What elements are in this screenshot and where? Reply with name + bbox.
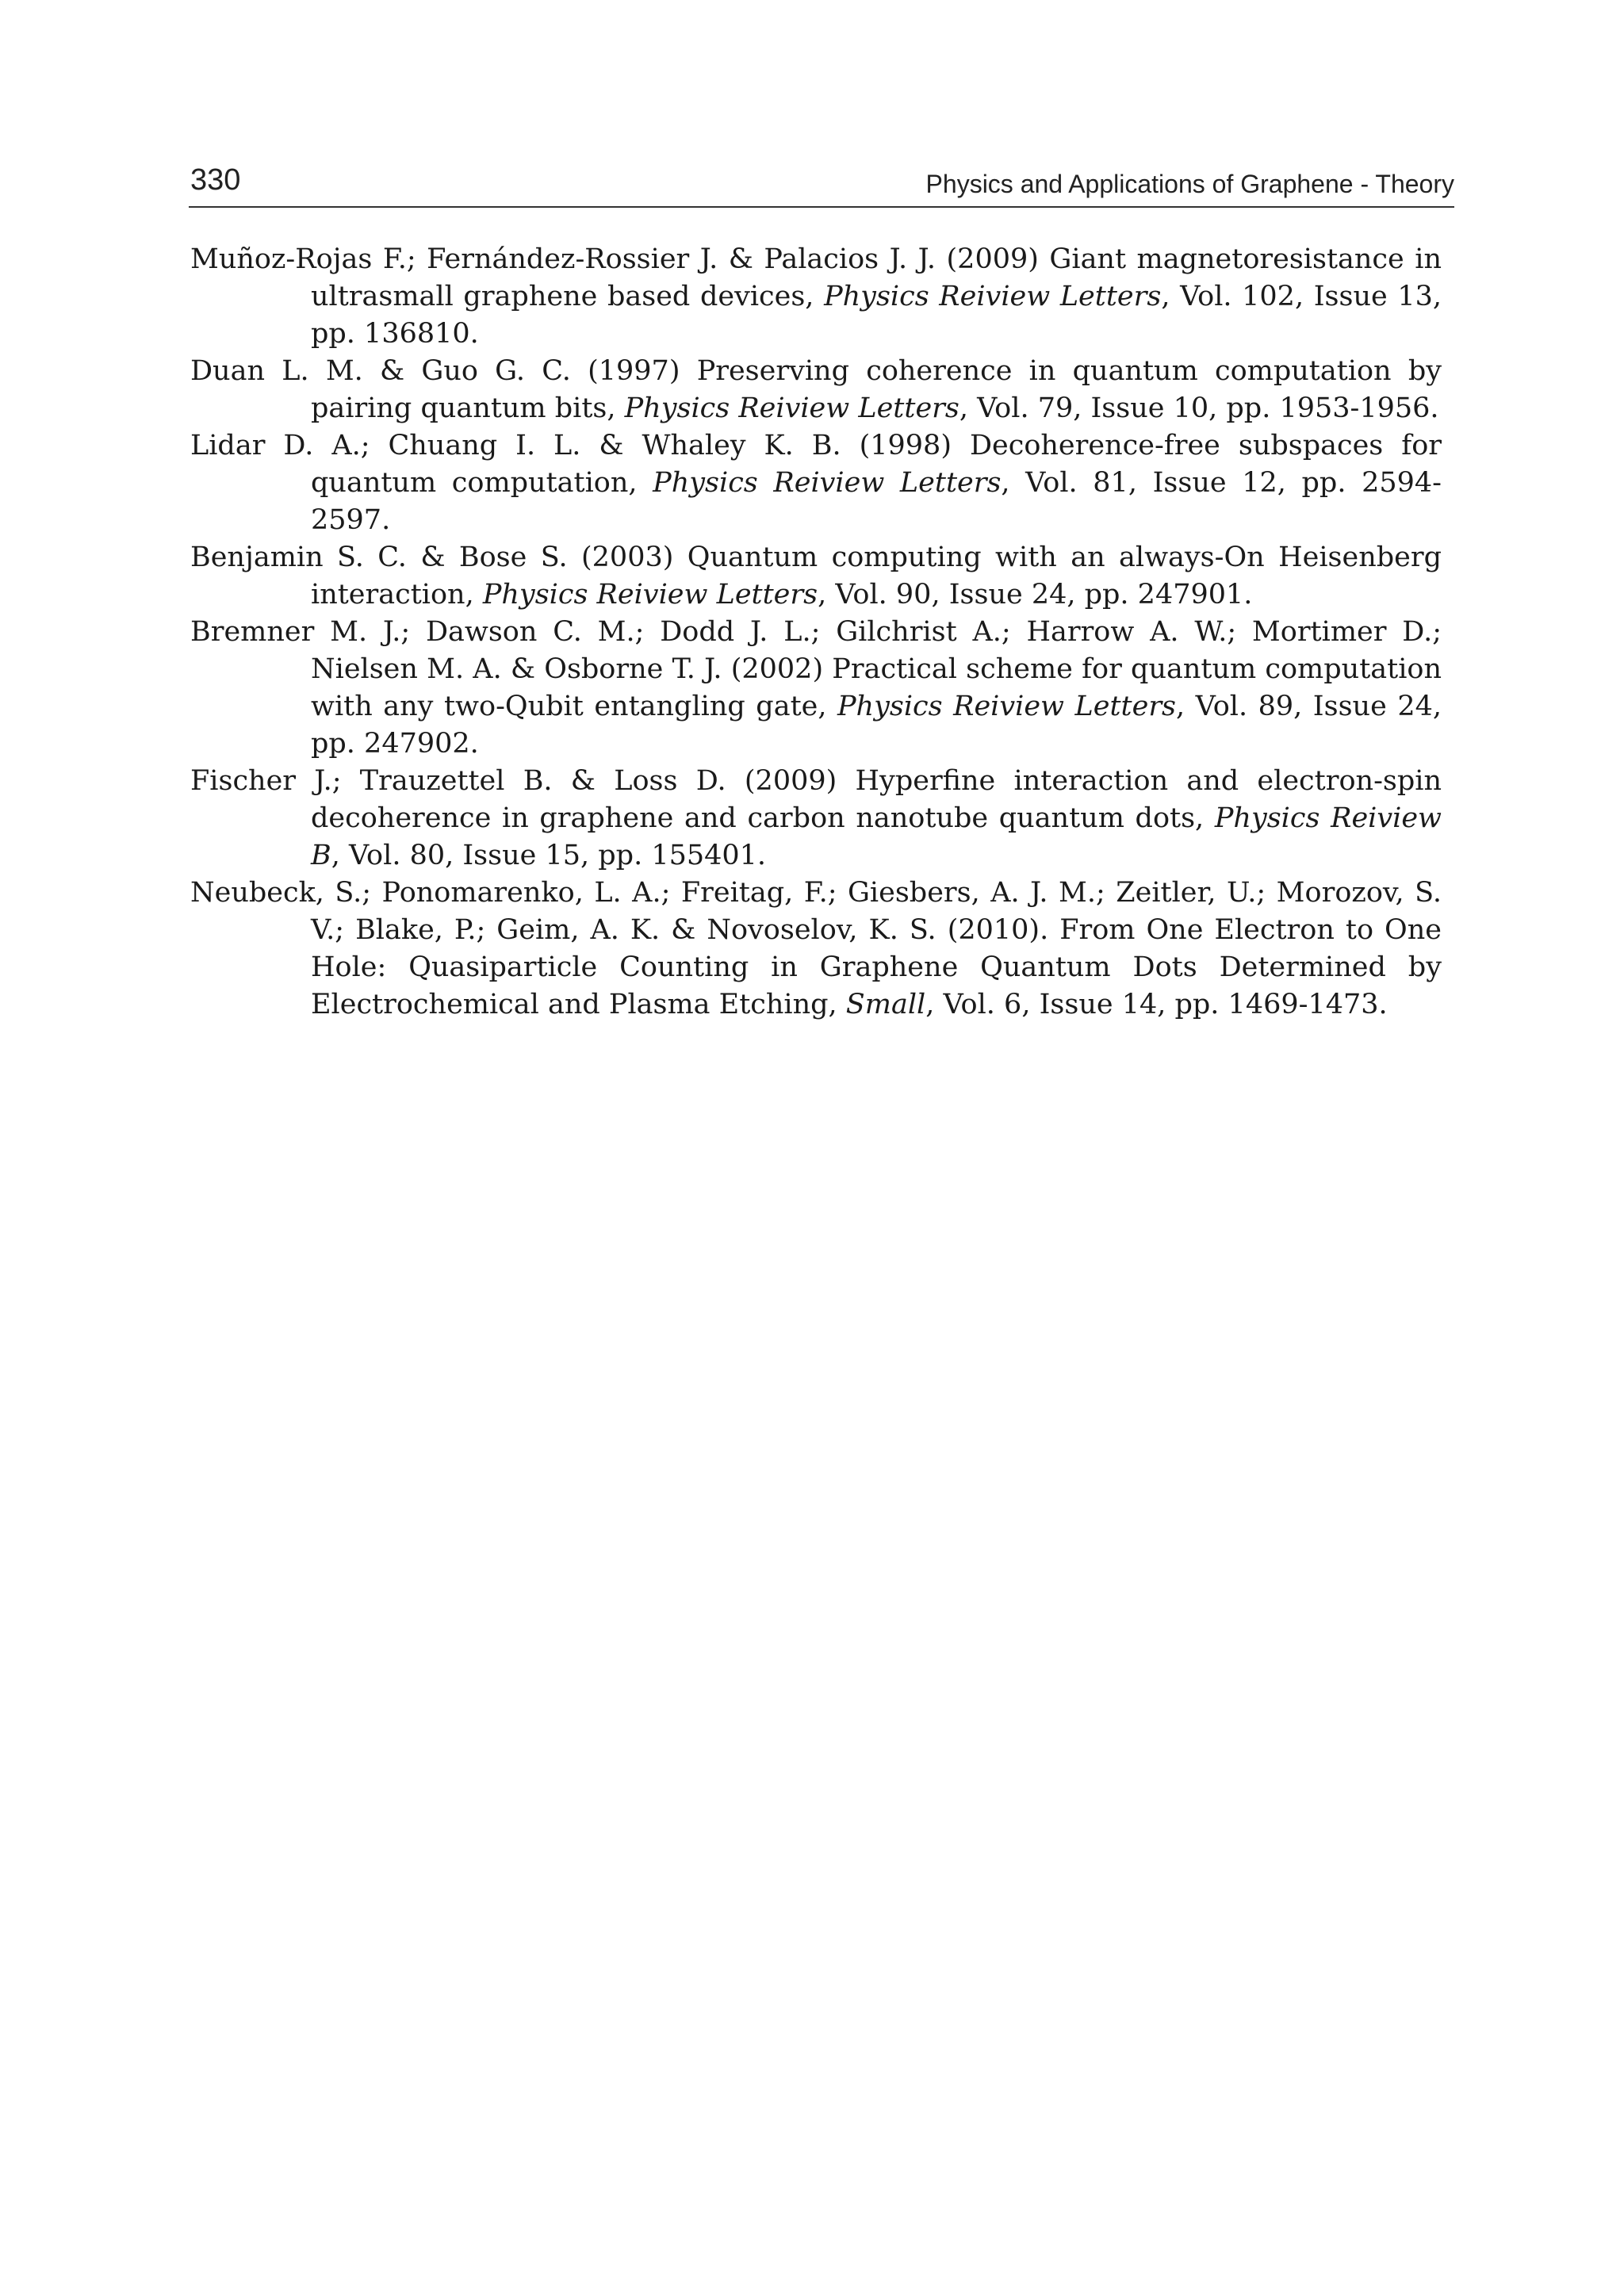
reference-details: , Vol. 90, Issue 24, pp. 247901. — [818, 579, 1253, 611]
page-header — [189, 159, 1454, 208]
reference-details: , Vol. 81, Issue 12, pp. 2594-2597. — [311, 467, 1442, 536]
running-title: Physics and Applications of Graphene - Theory — [925, 170, 1454, 198]
reference-text: Benjamin S. C. & Bose S. (2003) Quantum computing with an always-On Heisenberg interaction, — [190, 542, 1442, 611]
reference-item — [190, 427, 1442, 539]
reference-text: Lidar D. A.; Chuang I. L. & Whaley K. B. (1998) Decoherence-free subspaces for quantum computation, — [190, 430, 1442, 499]
reference-item — [190, 763, 1442, 875]
reference-text: Muñoz-Rojas F.; Fernández-Rossier J. & Palacios J. J. (2009) Giant magnetoresistance in ultrasmall graphene based devices, — [190, 243, 1442, 312]
journal-title: Small — [845, 989, 926, 1020]
reference-details: , Vol. 102, Issue 13, pp. 136810. — [311, 281, 1442, 350]
journal-title: Physics Reiview Letters — [624, 392, 959, 424]
reference-details: , Vol. 6, Issue 14, pp. 1469-1473. — [925, 989, 1388, 1020]
reference-text: Duan L. M. & Guo G. C. (1997) Preserving coherence in quantum computation by pairing quantum bits, — [190, 355, 1442, 424]
reference-list — [190, 241, 1442, 1024]
journal-title: Physics Reiview Letters — [482, 579, 818, 611]
reference-details: , Vol. 79, Issue 10, pp. 1953-1956. — [959, 392, 1439, 424]
reference-text: Bremner M. J.; Dawson C. M.; Dodd J. L.; Gilchrist A.; Harrow A. W.; Mortimer D.; Nielsen M. A. & Osborne T. J. (2002) Practical scheme for quantum computation with any two-Qubit entangling gate, — [190, 616, 1442, 722]
journal-title: Physics Reiview Letters — [653, 467, 1002, 499]
reference-item — [190, 353, 1442, 427]
journal-title: Physics Reiview B — [311, 802, 1442, 871]
reference-item — [190, 539, 1442, 614]
reference-text: Fischer J.; Trauzettel B. & Loss D. (2009) Hyperfine interaction and electron-spin decoherence in graphene and carbon nanotube quantum dots, — [190, 765, 1442, 834]
journal-title: Physics Reiview Letters — [837, 691, 1177, 722]
reference-item — [190, 875, 1442, 1024]
journal-title: Physics Reiview Letters — [824, 281, 1162, 312]
reference-text: Neubeck, S.; Ponomarenko, L. A.; Freitag, F.; Giesbers, A. J. M.; Zeitler, U.; Morozov, S. V.; Blake, P.; Geim, A. K. & Novoselov, K. S. (2010). From One Electron to One Hole: Quasiparticle Counting in Graphene Quantum Dots Determined by Electrochemical and Plasma Etching, — [190, 877, 1442, 1020]
page-number: 330 — [190, 163, 241, 197]
reference-details: , Vol. 80, Issue 15, pp. 155401. — [331, 840, 767, 871]
reference-item — [190, 241, 1442, 353]
reference-item — [190, 614, 1442, 763]
reference-details: , Vol. 89, Issue 24, pp. 247902. — [311, 691, 1442, 760]
